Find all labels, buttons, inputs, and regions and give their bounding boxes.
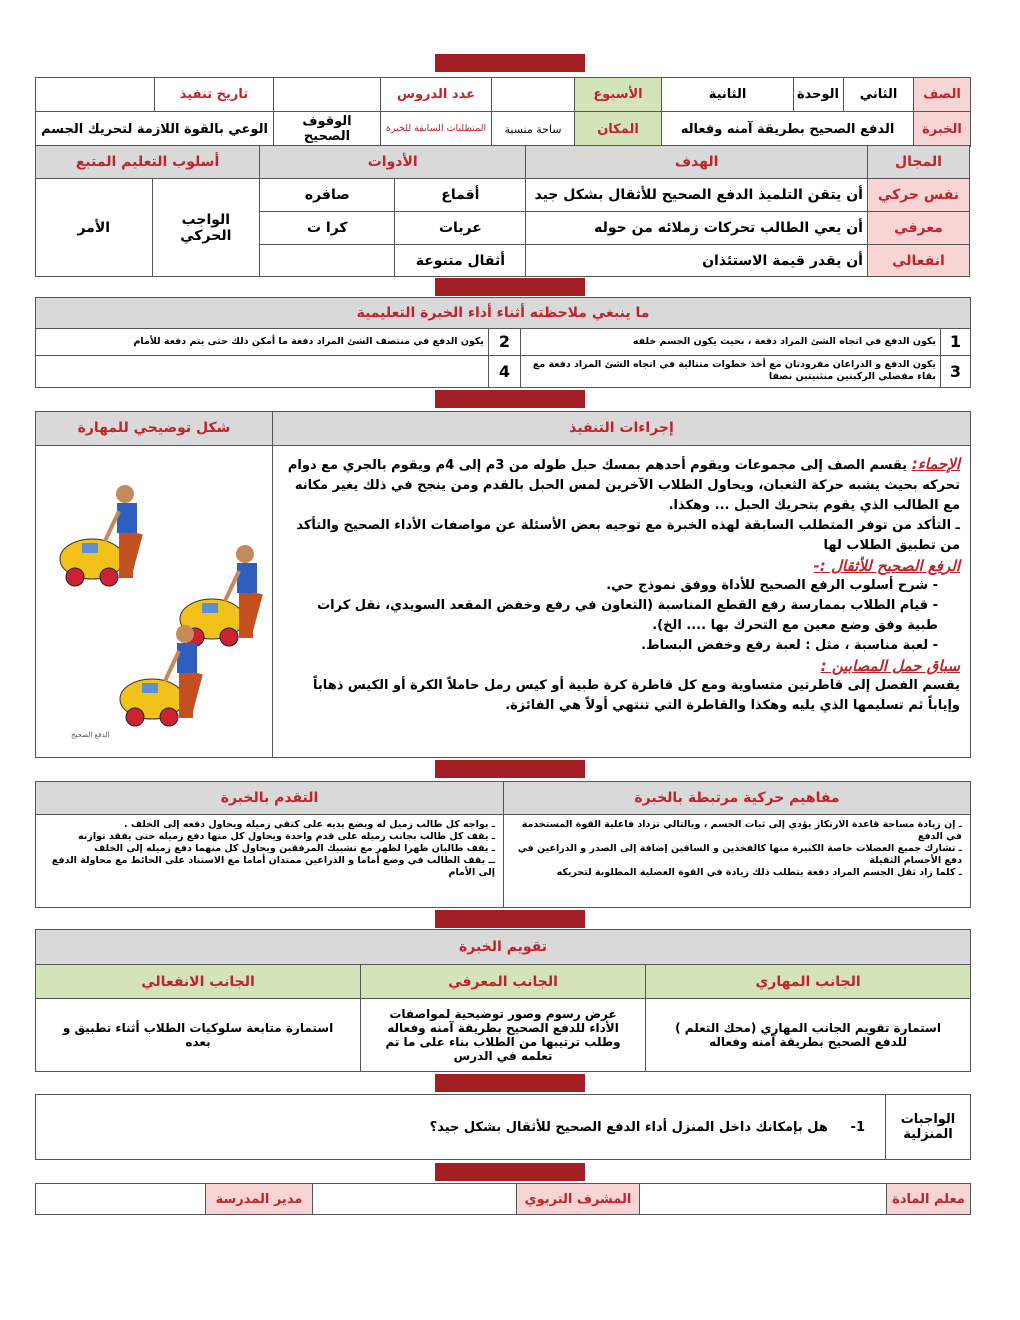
evaluation-title: تقويم الخبرة xyxy=(36,930,971,965)
list-item: ـ يقف كل طالب بجانب زميله على قدم واحدة ويحاول كل منها دفع زميله حتى يفقد توازنه xyxy=(78,831,495,842)
procedures-header: إجراءات التنفيذ xyxy=(273,412,971,446)
header-table xyxy=(35,77,971,147)
date-value[interactable] xyxy=(36,78,155,112)
week-label: الأسبوع xyxy=(575,78,662,112)
pushing-cart-illustration xyxy=(37,449,272,749)
figure-pushing-car xyxy=(60,485,143,586)
experience-value: الدفع الصحيح بطريقة آمنه وفعاله xyxy=(662,112,914,147)
observations-table xyxy=(35,297,971,388)
race-title: سباق حمل المصابين : xyxy=(820,656,960,675)
grade-value: الثاني xyxy=(844,78,914,112)
domain-header: المجال xyxy=(867,146,969,179)
observation-number: 3 xyxy=(941,355,971,387)
concepts-table xyxy=(35,781,971,908)
list-item: ـ يقف طالبان ظهرا لظهر مع تشبيك المرفقين ويحاول كل منهما دفع زميله إلى الخلف xyxy=(94,843,495,854)
observation-text: يكون الدفع و الذراعان مفرودتان مع أخذ خطوات متتالية في اتجاه الشئ المراد دفعة مع بقاء مفصلي الركبتين منثنيتين نصفا xyxy=(521,355,941,387)
tool-carts: عربات xyxy=(395,212,526,245)
unit-value: الثانية xyxy=(662,78,794,112)
place-label: المكان xyxy=(575,112,662,147)
cognitive-header: الجانب المعرفي xyxy=(361,965,646,999)
goal-cognitive: أن يعي الطالب تحركات زملائه من حوله xyxy=(526,212,868,245)
goal-psychomotor: أن يتقن التلميذ الدفع الصحيح للأثقال بشكل جيد xyxy=(526,179,868,212)
list-item: ــ يقف الطالب في وضع أماما و الذراعين ممتدان أماما مع الاستناد على الحائط مع محاولة الدفع إلى الأمام xyxy=(51,855,495,878)
list-item: ـ كلما زاد ثقل الجسم المراد دفعة يتطلب ذلك زيادة في القوة العضلية المطلوبة لتحريكه xyxy=(556,867,962,878)
procedures-content xyxy=(273,445,971,757)
prereq-1: الوقوف الصحيح xyxy=(274,112,381,147)
style-command: الأمر xyxy=(36,179,153,277)
separator-bar xyxy=(435,54,585,72)
affective-header: الجانب الانفعالي xyxy=(36,965,361,999)
observation-text: يكون الدفع في اتجاه الشئ المراد دفعة ، بحيث يكون الجسم خلفه xyxy=(521,329,941,355)
observation-number: 4 xyxy=(489,355,521,387)
lessons-label: عدد الدروس xyxy=(381,78,492,112)
list-item: - شرح أسلوب الرفع الصحيح للأداة ووفق نموذج حي. xyxy=(283,576,938,596)
list-item: - قيام الطلاب بممارسة رفع القطع المناسبة (التعاون في رفع وخفض المقعد السويدي، نقل كرات طبية وفق وضع معين مع التحرك بها .... الخ). xyxy=(283,596,938,636)
tool-empty xyxy=(260,245,395,277)
concepts-header: مفاهيم حركية مرتبطة بالخبرة xyxy=(504,782,971,815)
tools-header: الأدوات xyxy=(260,146,526,179)
separator-bar xyxy=(435,910,585,928)
image-caption: الدفع الصحيح xyxy=(71,731,110,739)
list-item: ـ إن زيادة مساحة قاعدة الارتكاز يؤدي إلى ثبات الجسم ، وبالتالي تزداد فاعلية القوة المستخدمة في الدفع xyxy=(521,819,962,842)
domain-affective: انفعالي xyxy=(867,245,969,277)
progression-header: التقدم بالخبرة xyxy=(36,782,504,815)
evaluation-table xyxy=(35,929,971,1072)
observation-text xyxy=(36,355,489,387)
tool-whistle: صافره xyxy=(260,179,395,212)
observation-number: 2 xyxy=(489,329,521,355)
objectives-table xyxy=(35,145,970,277)
list-item: ـ تشارك جميع العضلات خاصة الكبيرة منها كالفخذين و الساقين إضافة إلى الصدر و الذراعين في دفع الأجسام الثقيلة xyxy=(517,843,962,866)
homework-number: 1- xyxy=(850,1119,865,1135)
place-value: ساحة منسبة xyxy=(492,112,575,147)
supervisor-signature[interactable] xyxy=(313,1184,517,1215)
domain-cognitive: معرفي xyxy=(867,212,969,245)
week-value[interactable] xyxy=(492,78,575,112)
list-item: - لعبة مناسبة ، مثل : لعبة رفع وخفض البساط. xyxy=(283,636,938,656)
skill-text: استمارة تقويم الجانب المهاري (محك التعلم ) للدفع الصحيح بطريقة آمنه وفعاله xyxy=(646,999,971,1072)
observations-title: ما ينبغي ملاحظته أثناء أداء الخبرة التعليمية xyxy=(36,298,971,329)
principal-label: مدير المدرسة xyxy=(206,1184,313,1215)
check-text: ـ التأكد من توفر المتطلب السابقة لهذه الخبرة مع توجيه بعض الأسئلة عن مواصفات الأداء الصحيح والتأكد من تطبيق الطلاب لها xyxy=(296,517,960,553)
grade-label: الصف xyxy=(914,78,971,112)
illustration-header: شكل توضيحي للمهارة xyxy=(36,412,273,446)
figure-pushing-car xyxy=(120,625,203,726)
observation-number: 1 xyxy=(941,329,971,355)
date-label: تاريخ تنفيذ xyxy=(155,78,274,112)
goal-header: الهدف xyxy=(526,146,868,179)
illustration-cell xyxy=(36,445,273,757)
skill-header: الجانب المهاري xyxy=(646,965,971,999)
domain-psychomotor: نفس حركي xyxy=(867,179,969,212)
lift-list xyxy=(283,576,960,656)
prereq-label: المتطلبات السابقة للخبرة xyxy=(381,112,492,147)
goal-affective: أن يقدر قيمة الاستئذان xyxy=(526,245,868,277)
homework-table xyxy=(35,1094,971,1160)
concepts-list xyxy=(504,815,971,908)
cognitive-text: عرض رسوم وصور توضيحية لمواصفات الأداء للدفع الصحيح بطريقة آمنه وفعاله وطلب ترتيبها من الطلاب بناء على ما تم تعلمه في الدرس xyxy=(361,999,646,1072)
separator-bar xyxy=(435,1163,585,1181)
procedures-table xyxy=(35,411,971,758)
experience-label: الخبرة xyxy=(914,112,971,147)
homework-item xyxy=(36,1095,886,1160)
observation-text: يكون الدفع في منتصف الشئ المراد دفعة ما أمكن ذلك حتى يتم دفعة للأمام xyxy=(36,329,489,355)
supervisor-label: المشرف التربوي xyxy=(517,1184,640,1215)
unit-label: الوحدة xyxy=(794,78,844,112)
affective-text: استمارة متابعة سلوكيات الطلاب أثناء تطبيق و بعده xyxy=(36,999,361,1072)
tool-cones: أقماع xyxy=(395,179,526,212)
tool-weights: أثقال متنوعة xyxy=(395,245,526,277)
style-header: أسلوب التعليم المتبع xyxy=(36,146,260,179)
teacher-label: معلم المادة xyxy=(887,1184,971,1215)
warmup-text: يقسم الصف إلى مجموعات ويقوم أحدهم بمسك حبل طوله من 3م إلى 4م ويقوم بالجري مع دوام تحركه بحيث يشبه حركة الثعبان، ويحاول الطلاب الآخرين لمس الحبل بالقدم ومن ينجح في ذلك يغير مكانه مع الطالب الذي يقوم بتحريك الحبل ... وهكذا. xyxy=(287,457,960,513)
style-motor-duty: الواجب الحركي xyxy=(152,179,260,277)
warmup-title: الإحماء: xyxy=(911,454,960,473)
separator-bar xyxy=(435,760,585,778)
tool-balls: كرا ت xyxy=(260,212,395,245)
principal-signature[interactable] xyxy=(36,1184,206,1215)
homework-question: هل بإمكانك داخل المنزل أداء الدفع الصحيح للأثقال بشكل جيد؟ xyxy=(429,1119,828,1135)
list-item: ـ يواجه كل طالب زميل له ويضع يديه على كتفي زميله ويحاول دفعه إلى الخلف . xyxy=(124,819,495,830)
lessons-value[interactable] xyxy=(274,78,381,112)
homework-label: الواجبات المنزلية xyxy=(886,1095,971,1160)
separator-bar xyxy=(435,278,585,296)
teacher-signature[interactable] xyxy=(640,1184,887,1215)
lift-title: الرفع الصحيح للأثقال :- xyxy=(813,556,960,575)
separator-bar xyxy=(435,1074,585,1092)
prereq-2: الوعي بالقوة اللازمة لتحريك الجسم xyxy=(36,112,274,147)
race-text: يقسم الفصل إلى قاطرتين متساوية ومع كل قاطرة كرة طبية أو كيس رمل حاملاً الكرة أو الكيس ذهاباً وإياباً ثم تسليمها الذي يليه وهكذا والقاطرة التي تنتهي أولاً هي الفائزة. xyxy=(313,677,960,713)
progression-list xyxy=(36,815,504,908)
separator-bar xyxy=(435,390,585,408)
signatures-table xyxy=(35,1183,971,1215)
